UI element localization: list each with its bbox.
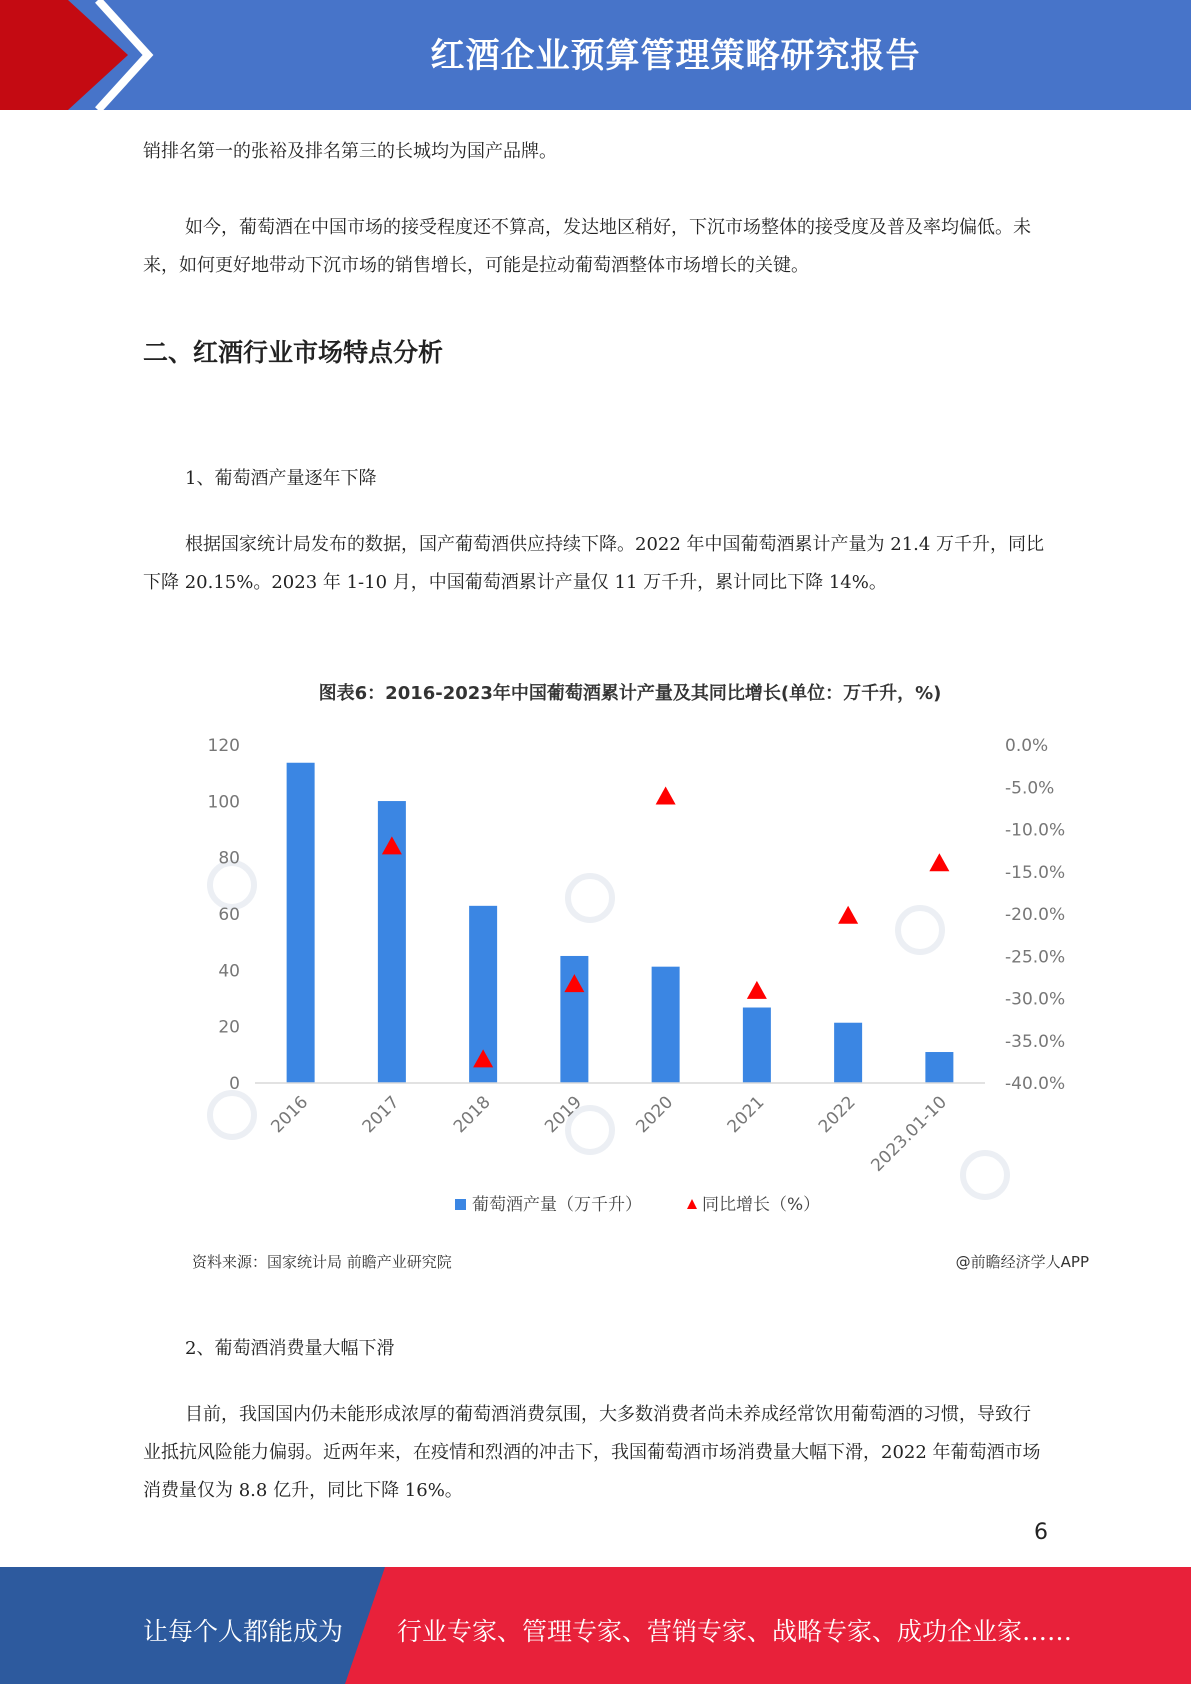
legend-bar-label: 葡萄酒产量（万千升）	[472, 1195, 642, 1215]
paragraph-3: 根据国家统计局发布的数据，国产葡萄酒供应持续下降。2022 年中国葡萄酒累计产量为 21.4 万千升，同比下降 20.15%。2023 年 1-10 月，中国葡萄酒累计产量仅 11 万千升，累计同比下降 14%。	[143, 534, 1045, 593]
right-tick-label: 0.0%	[1005, 736, 1049, 756]
watermark-icon	[963, 1153, 1007, 1197]
x-tick-label: 2017	[358, 1092, 404, 1138]
x-tick-label: 2016	[267, 1092, 313, 1138]
chart-legend	[455, 1195, 820, 1215]
right-tick-label: -5.0%	[1005, 778, 1055, 799]
x-tick-label: 2020	[632, 1092, 678, 1138]
watermark-icon	[210, 1093, 254, 1137]
right-axis-ticks	[1005, 736, 1065, 1094]
right-tick-label: -20.0%	[1005, 905, 1066, 925]
right-tick-label: -15.0%	[1005, 862, 1066, 883]
right-tick-label: -30.0%	[1005, 989, 1066, 1010]
x-tick-label: 2022	[814, 1092, 860, 1138]
bar-2021	[743, 1008, 771, 1083]
subsection-title-1: 1、葡萄酒产量逐年下降	[185, 468, 377, 489]
growth-marker-2023.01-10	[929, 853, 949, 871]
left-tick-label: 80	[218, 848, 240, 869]
paragraph-1: 销排名第一的张裕及排名第三的长城均为国产品牌。	[143, 141, 557, 162]
legend-growth-label: 同比增长（%）	[702, 1195, 821, 1215]
subsection-title-2: 2、葡萄酒消费量大幅下滑	[185, 1338, 395, 1359]
left-tick-label: 60	[218, 905, 240, 925]
watermark-icon	[898, 908, 942, 952]
page-footer	[0, 1567, 1191, 1684]
chart-title: 图表6：2016-2023年中国葡萄酒累计产量及其同比增长(单位：万千升，%)	[318, 683, 942, 704]
legend-bar-swatch	[455, 1199, 466, 1210]
x-tick-label: 2019	[541, 1092, 586, 1138]
right-tick-label: -40.0%	[1005, 1074, 1066, 1094]
production-chart	[180, 720, 1100, 1240]
footer-slogan-left: 让每个人都能成为	[143, 1617, 344, 1646]
growth-marker-2021	[747, 981, 767, 999]
right-tick-label: -25.0%	[1005, 947, 1066, 968]
right-tick-label: -35.0%	[1005, 1031, 1066, 1052]
right-tick-label: -10.0%	[1005, 820, 1066, 841]
growth-marker-2020	[656, 787, 676, 805]
paragraph-4: 目前，我国国内仍未能形成浓厚的葡萄酒消费氛围，大多数消费者尚未养成经常饮用葡萄酒的习惯，导致行业抵抗风险能力偏弱。近两年来，在疫情和烈酒的冲击下，我国葡萄酒市场消费量大幅下滑，2022 年葡萄酒市场消费量仅为 8.8 亿升，同比下降 16%。	[143, 1404, 1041, 1501]
left-axis-ticks	[208, 736, 240, 1094]
bar-2016	[287, 763, 315, 1083]
legend-triangle-swatch	[687, 1199, 697, 1209]
left-tick-label: 40	[218, 961, 240, 982]
bar-2023.01-10	[925, 1052, 953, 1083]
watermark-icon	[568, 876, 612, 920]
x-tick-label: 2023.01-10	[867, 1092, 951, 1176]
left-tick-label: 0	[229, 1074, 240, 1094]
chart-source: 资料来源：国家统计局 前瞻产业研究院	[192, 1253, 452, 1271]
page-header	[0, 0, 1191, 110]
left-tick-label: 100	[207, 792, 240, 813]
page-number: 6	[1034, 1520, 1048, 1545]
bar-2020	[652, 967, 680, 1083]
section-title: 二、红酒行业市场特点分析	[143, 338, 444, 367]
growth-marker-2022	[838, 906, 858, 924]
footer-slogan-right: 行业专家、管理专家、营销专家、战略专家、成功企业家……	[397, 1617, 1073, 1646]
watermark-icon	[210, 863, 254, 907]
paragraph-2: 如今，葡萄酒在中国市场的接受程度还不算高，发达地区稍好，下沉市场整体的接受度及普及率均偏低。未来，如何更好地带动下沉市场的销售增长，可能是拉动葡萄酒整体市场增长的关键。	[143, 217, 1031, 276]
left-tick-label: 20	[218, 1017, 240, 1038]
report-title: 红酒企业预算管理策略研究报告	[430, 36, 921, 76]
bar-2022	[834, 1023, 862, 1083]
x-tick-label: 2018	[449, 1092, 495, 1138]
x-tick-label: 2021	[723, 1092, 769, 1138]
left-tick-label: 120	[207, 736, 240, 756]
chart-credit: @前瞻经济学人APP	[955, 1253, 1089, 1271]
